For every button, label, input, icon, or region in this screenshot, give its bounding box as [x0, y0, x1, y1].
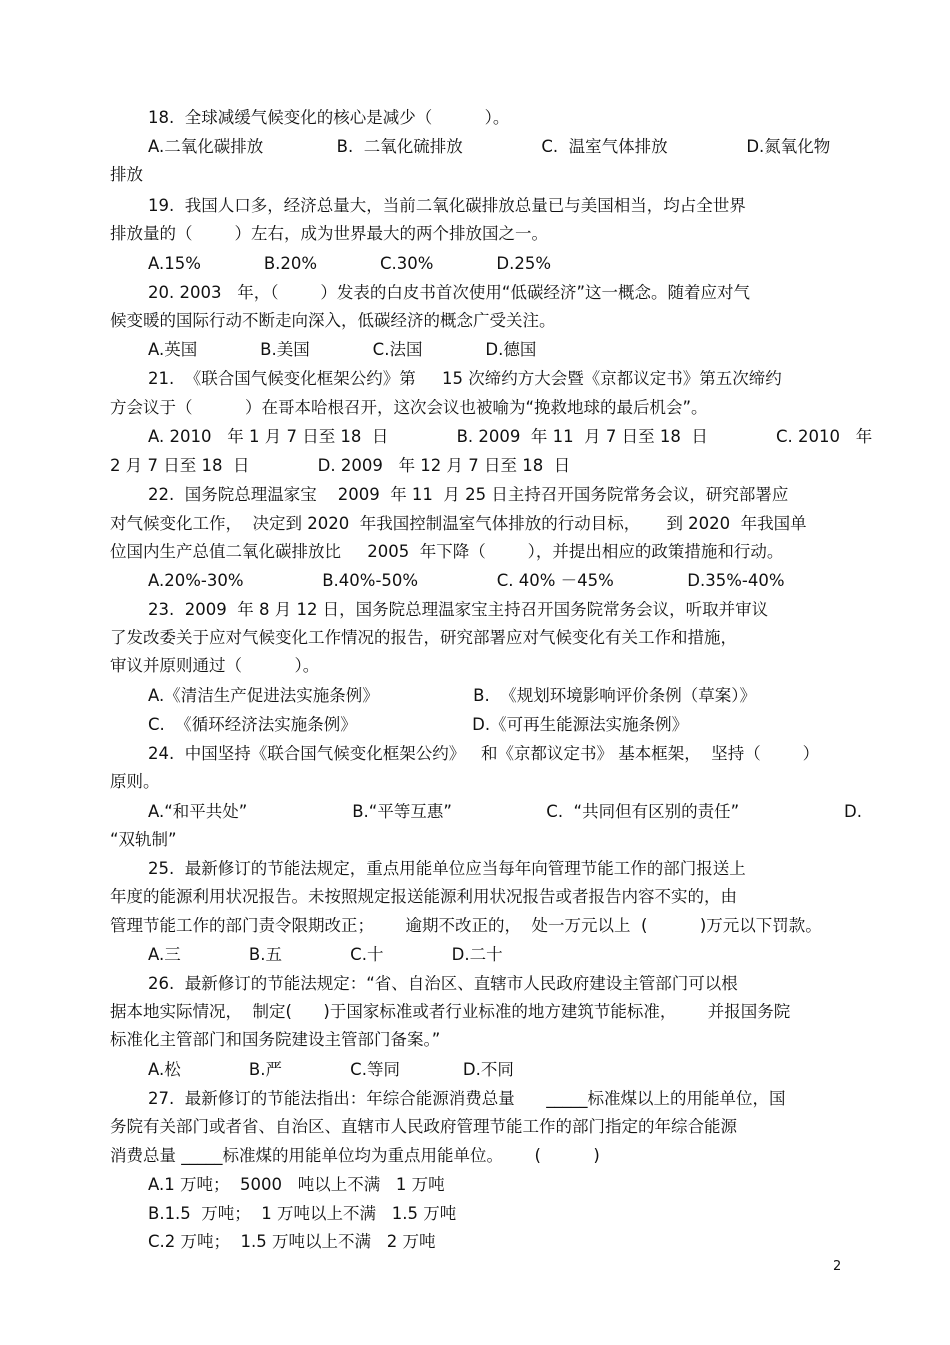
- question-18-options-cont: 排放: [110, 165, 143, 184]
- question-22-stem-cont-2: 位国内生产总值二氧化碳排放比 2005 年下降（ ），并提出相应的政策措施和行动。: [110, 542, 784, 561]
- question-26-stem-cont-2: 标准化主管部门和国务院建设主管部门备案。”: [110, 1030, 441, 1049]
- question-22-options: A.20%-30% B.40%-50% C. 40% －45% D.35%-40%: [148, 571, 785, 590]
- question-22-stem: 22. 国务院总理温家宝 2009 年 11 月 25 日主持召开国务院常务会议，研究部署应: [148, 485, 789, 504]
- question-27-option-a: A.1 万吨； 5000 吨以上不满 1 万吨: [148, 1175, 445, 1194]
- question-23-options-ab: A.《清洁生产促进法实施条例》 B. 《规划环境影响评价条例（草案）》: [148, 686, 756, 705]
- question-25-options: A.三 B.五 C.十 D.二十: [148, 945, 503, 964]
- question-27-stem-cont-1: 务院有关部门或者省、自治区、直辖市人民政府管理节能工作的部门指定的年综合能源: [110, 1117, 737, 1136]
- question-20-options: A.英国 B.美国 C.法国 D.德国: [148, 340, 537, 359]
- page-number: 2: [833, 1259, 842, 1274]
- question-22-stem-cont-1: 对气候变化工作， 决定到 2020 年我国控制温室气体排放的行动目标， 到 2020 年我国单: [110, 514, 807, 533]
- question-21-stem-cont: 方会议于（ ）在哥本哈根召开，这次会议也被喻为“挽救地球的最后机会”。: [110, 398, 708, 417]
- question-24-options: A.“和平共处” B.“平等互惠” C. “共同但有区别的责任” D.: [148, 802, 863, 821]
- question-23-stem: 23. 2009 年 8 月 12 日，国务院总理温家宝主持召开国务院常务会议，听取并审议: [148, 600, 769, 619]
- question-24-stem: 24. 中国坚持《联合国气候变化框架公约》 和《京都议定书》 基本框架， 坚持（ ）: [148, 744, 820, 763]
- question-25-stem-cont-2: 管理节能工作的部门责令限期改正； 逾期不改正的， 处一万元以上 ( )万元以下罚款。: [110, 916, 822, 935]
- question-19-options: A.15% B.20% C.30% D.25%: [148, 254, 552, 273]
- question-23-stem-cont-2: 审议并原则通过（ ）。: [110, 656, 320, 675]
- question-27-stem: 27. 最新修订的节能法指出：年综合能源消费总量 _____标准煤以上的用能单位，国: [148, 1089, 786, 1108]
- question-26-stem: 26. 最新修订的节能法规定：“省、自治区、直辖市人民政府建设主管部门可以根: [148, 974, 738, 993]
- question-27-option-b: B.1.5 万吨； 1 万吨以上不满 1.5 万吨: [148, 1204, 457, 1223]
- question-27-stem-cont-2: 消费总量 _____标准煤的用能单位均为重点用能单位。 ( ): [110, 1146, 600, 1165]
- question-24-options-cont: “双轨制”: [110, 830, 177, 849]
- question-21-options-cont: 2 月 7 日至 18 日 D. 2009 年 12 月 7 日至 18 日: [110, 456, 571, 475]
- question-27-option-c: C.2 万吨； 1.5 万吨以上不满 2 万吨: [148, 1232, 436, 1251]
- question-21-stem: 21. 《联合国气候变化框架公约》第 15 次缔约方大会暨《京都议定书》第五次缔约: [148, 369, 782, 388]
- question-25-stem: 25. 最新修订的节能法规定，重点用能单位应当每年向管理节能工作的部门报送上: [148, 859, 746, 878]
- question-25-stem-cont-1: 年度的能源利用状况报告。未按照规定报送能源利用状况报告或者报告内容不实的，由: [110, 887, 737, 906]
- question-18-options: A.二氧化碳排放 B. 二氧化硫排放 C. 温室气体排放 D.氮氧化物: [148, 137, 831, 156]
- question-20-stem-cont: 候变暖的国际行动不断走向深入，低碳经济的概念广受关注。: [110, 311, 556, 330]
- question-26-stem-cont-1: 据本地实际情况， 制定( )于国家标准或者行业标准的地方建筑节能标准， 并报国务院: [110, 1002, 791, 1021]
- question-21-options: A. 2010 年 1 月 7 日至 18 日 B. 2009 年 11 月 7 日至 18 日 C. 2010 年: [148, 427, 873, 446]
- question-24-stem-cont: 原则。: [110, 772, 160, 791]
- question-23-options-cd: C. 《循环经济法实施条例》 D.《可再生能源法实施条例》: [148, 715, 689, 734]
- question-19-stem-cont: 排放量的（ ）左右，成为世界最大的两个排放国之一。: [110, 224, 548, 243]
- question-26-options: A.松 B.严 C.等同 D.不同: [148, 1060, 514, 1079]
- question-23-stem-cont-1: 了发改委关于应对气候变化工作情况的报告，研究部署应对气候变化有关工作和措施，: [110, 628, 737, 647]
- question-18-stem: 18. 全球减缓气候变化的核心是减少（ ）。: [148, 108, 510, 127]
- question-19-stem: 19. 我国人口多，经济总量大，当前二氧化碳排放总量已与美国相当，均占全世界: [148, 196, 746, 215]
- question-20-stem: 20. 2003 年，（ ）发表的白皮书首次使用“低碳经济”这一概念。随着应对气: [148, 283, 751, 302]
